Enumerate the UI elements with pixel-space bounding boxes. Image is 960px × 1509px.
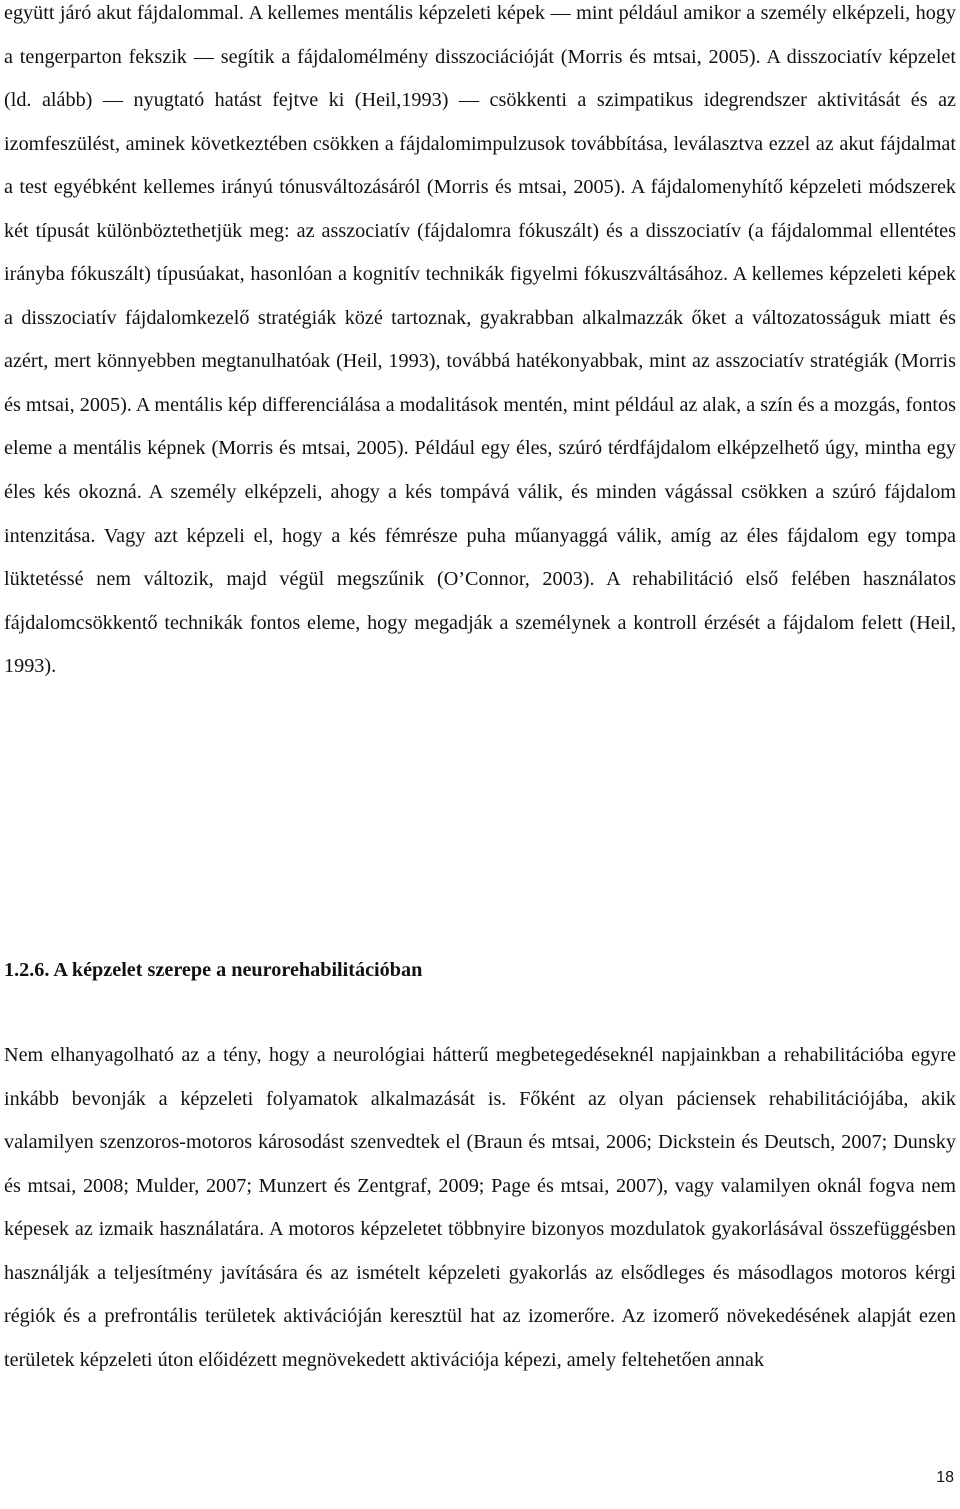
page-number: 18 [936, 1469, 954, 1486]
section-heading: 1.2.6. A képzelet szerepe a neurorehabilitációban [4, 959, 423, 981]
body-paragraph-1: együtt járó akut fájdalommal. A kellemes mentális képzeleti képek — mint például amikor a személy elképzeli, hogy a tengerparton fekszik — segítik a fájdalomélmény disszociációját (Morris és mtsai, 2005). A disszociatív képzelet (ld. alább) — nyugtató hatást fejtve ki (Heil,1993) — csökkenti a szimpatikus idegrendszer aktivitását és az izomfeszülést, aminek következtében csökken a fájdalomimpulzusok továbbítása, leválasztva ezzel az akut fájdalmat a test egyébként kellemes irányú tónusváltozásáról (Morris és mtsai, 2005). A fájdalomenyhítő képzeleti módszerek két típusát különböztethetjük meg: az asszociatív (fájdalomra fókuszált) és a disszociatív (a fájdalommal ellentétes irányba fókuszált) típusúakat, hasonlóan a kognitív technikák figyelmi fókuszváltásához. A kellemes képzeleti képek a disszociatív fájdalomkezelő stratégiák közé tartoznak, gyakrabban alkalmazzák őket a változatosságuk miatt és azért, mert könnyebben megtanulhatóak (Heil, 1993), továbbá hatékonyabbak, mint az asszociatív stratégiák (Morris és mtsai, 2005). A mentális kép differenciálása a modalitások mentén, mint például az alak, a szín és a mozgás, fontos eleme a mentális képnek (Morris és mtsai, 2005). Például egy éles, szúró térdfájdalom elképzelhető úgy, mintha egy éles kés okozná. A személy elképzeli, ahogy a kés tompává válik, és minden vágással csökken a szúró fájdalom intenzitása. Vagy azt képzeli el, hogy a kés fémrésze puha műanyaggá válik, amíg az éles fájdalom egy tompa lüktetéssé nem változik, majd végül megszűnik (O’Connor, 2003). A rehabilitáció első felében használatos fájdalomcsökkentő technikák fontos eleme, hogy megadják a személynek a kontroll érzését a fájdalom felett (Heil, 1993). [4, 2, 956, 678]
body-paragraph-2: Nem elhanyagolható az a tény, hogy a neurológiai hátterű megbetegedéseknél napjainkban a rehabilitációba egyre inkább bevonják a képzeleti folyamatok alkalmazását is. Főként az olyan páciensek rehabilitációjába, akik valamilyen szenzoros-motoros károsodást szenvedtek el (Braun és mtsai, 2006; Dickstein és Deutsch, 2007; Dunsky és mtsai, 2008; Mulder, 2007; Munzert és Zentgraf, 2009; Page és mtsai, 2007), vagy valamilyen oknál fogva nem képesek az izmaik használatára. A motoros képzeletet többnyire bizonyos mozdulatok gyakorlásával összefüggésben használják a teljesítmény javítására és az ismételt képzeleti gyakorlás az elsődleges és másodlagos motoros kérgi régiók és a prefrontális területek aktivációján keresztül hat az izomerőre. Az izomerő növekedésének alapját ezen területek képzeleti úton előidézett megnövekedett aktivációja képezi, amely feltehetően annak [4, 1044, 956, 1371]
